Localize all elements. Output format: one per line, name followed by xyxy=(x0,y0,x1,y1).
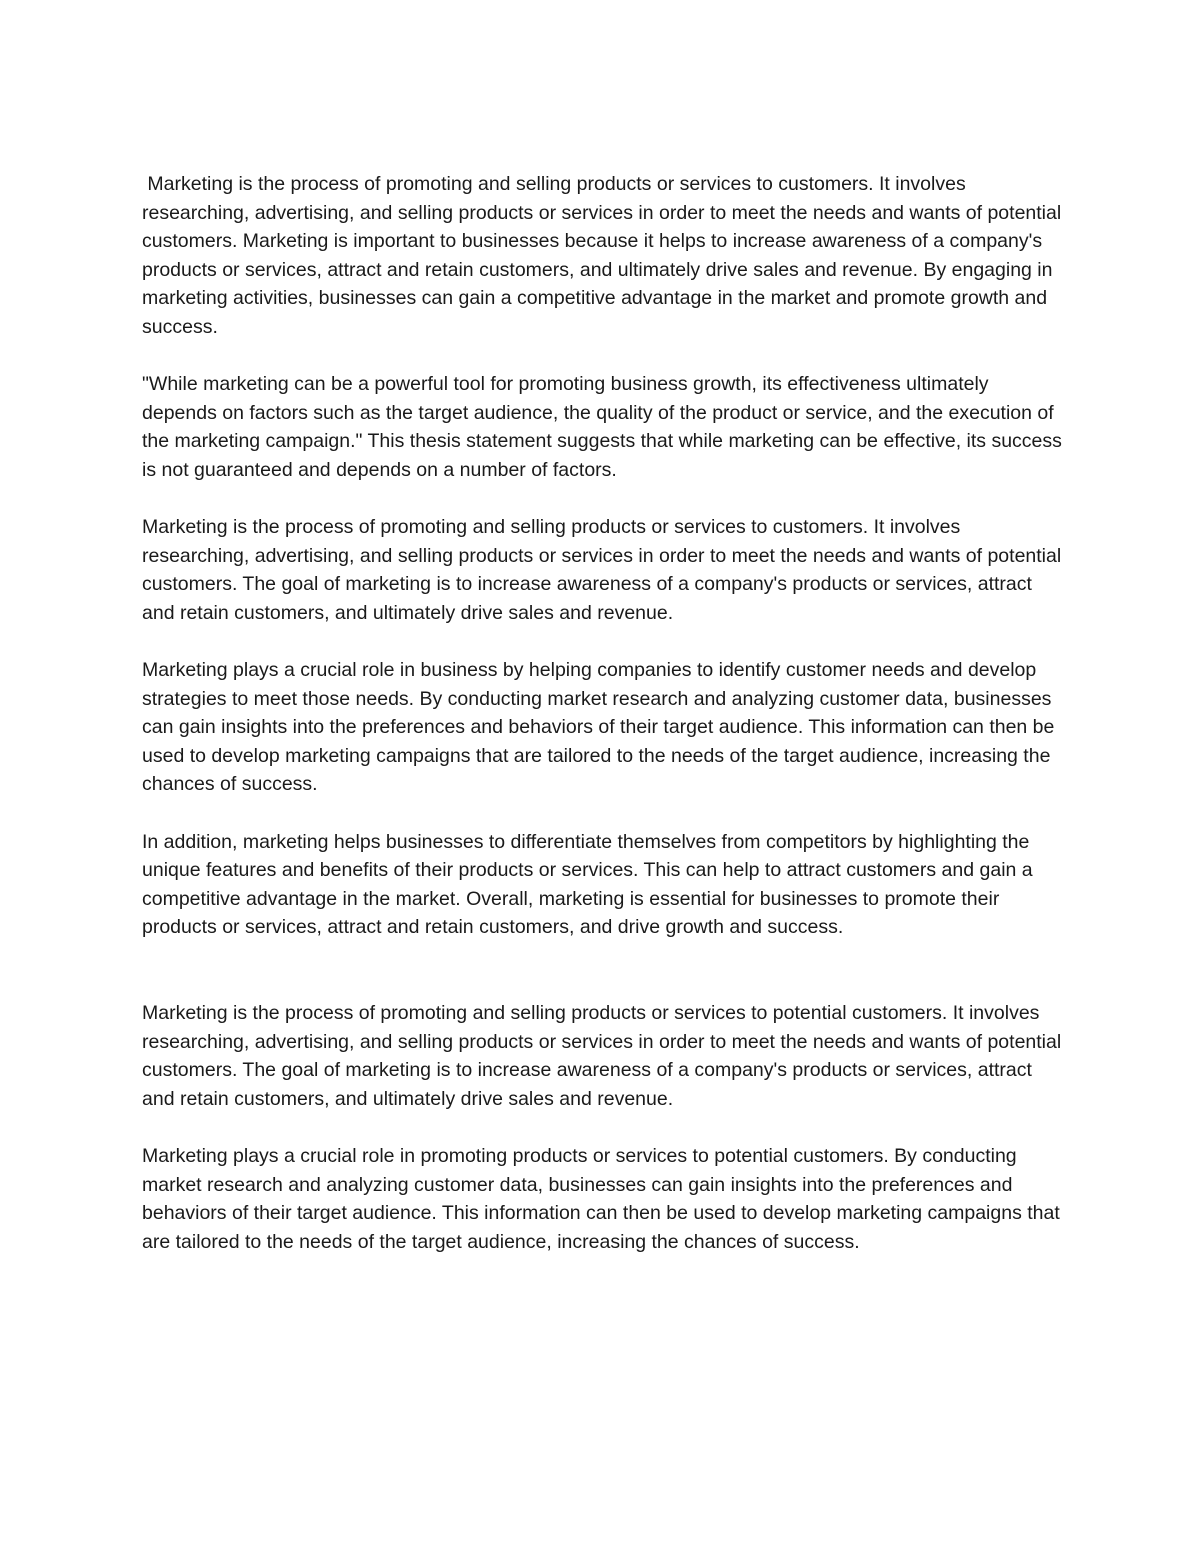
paragraph-5: In addition, marketing helps businesses to differentiate themselves from competitors by highlighting the unique features and benefits of their products or services. This can help to attract customers and gain a competitive advantage in the market. Overall, marketing is essential for businesses to promote their products or services, attract and retain customers, and drive growth and success. xyxy=(142,830,1039,939)
paragraph-2: "While marketing can be a powerful tool for promoting business growth, its effectiveness ultimately depends on factors such as the target audience, the quality of the product or service, and the execution of the marketing campaign." This thesis statement suggests that while marketing can be effective, its success is not guaranteed and depends on a number of factors. xyxy=(142,373,1068,481)
paragraph-4: Marketing plays a crucial role in business by helping companies to identify customer needs and develop strategies to meet those needs. By conducting market research and analyzing customer data, businesses can gain insights into the preferences and behaviors of their target audience. This information can then be used to develop marketing campaigns that are tailored to the needs of the target audience, increasing the chances of success. xyxy=(142,659,1060,796)
document-body xyxy=(142,170,1068,1285)
paragraph-3: Marketing is the process of promoting and selling products or services to customers. It involves researching, advertising, and selling products or services in order to meet the needs and wants of potential customers. The goal of marketing is to increase awareness of a company's products or services, attract and retain customers, and ultimately drive sales and revenue. xyxy=(142,516,1067,624)
paragraph-1: Marketing is the process of promoting and selling products or services to customers. It involves researching, advertising, and selling products or services in order to meet the needs and wants of potential customers. Marketing is important to businesses because it helps to increase awareness of a company's products or services, attract and retain customers, and ultimately drive sales and revenue. By engaging in marketing activities, businesses can gain a competitive advantage in the market and promote growth and success. xyxy=(142,173,1067,338)
paragraph-7: Marketing plays a crucial role in promoting products or services to potential customers. By conducting market research and analyzing customer data, businesses can gain insights into the preferences and behaviors of their target audience. This information can then be used to develop marketing campaigns that are tailored to the needs of the target audience, increasing the chances of success. xyxy=(142,1145,1066,1253)
paragraph-6: Marketing is the process of promoting and selling products or services to potential customers. It involves researching, advertising, and selling products or services in order to meet the needs and wants of potential customers. The goal of marketing is to increase awareness of a company's products or services, attract and retain customers, and ultimately drive sales and revenue. xyxy=(142,1002,1067,1110)
